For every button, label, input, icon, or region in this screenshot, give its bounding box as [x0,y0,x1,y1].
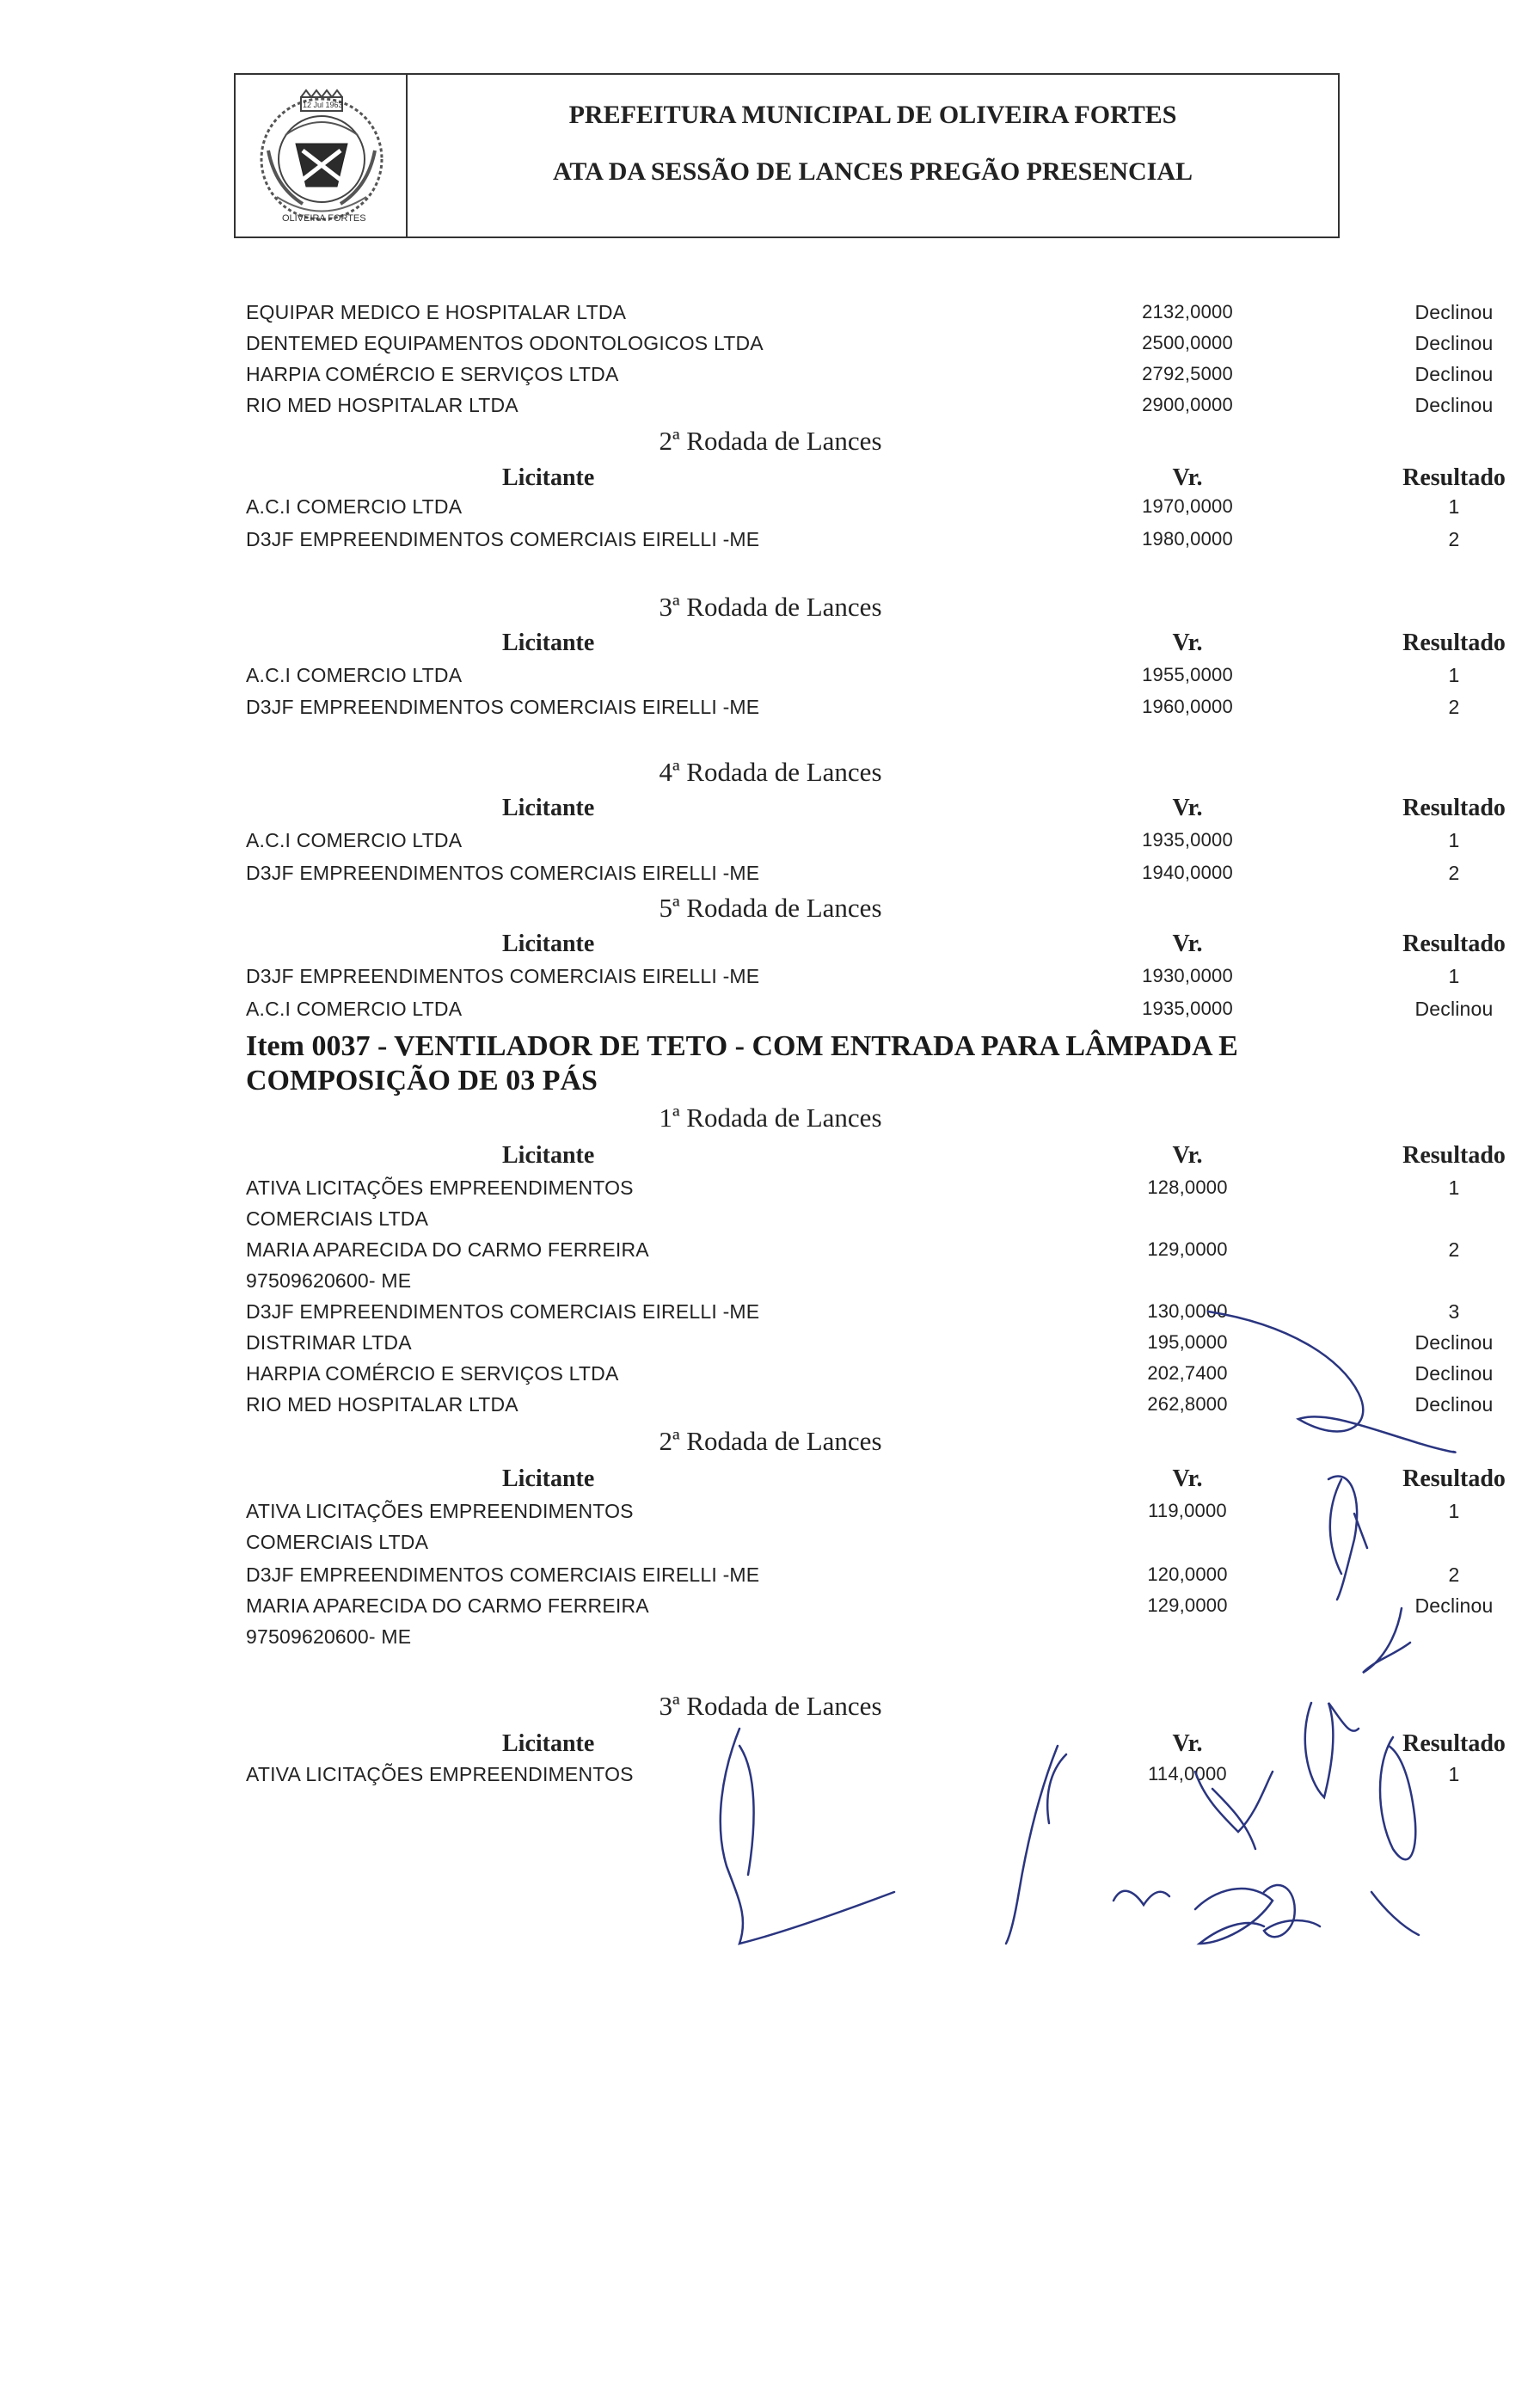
bid-result: 1 [1448,965,1460,987]
bid-value: 1980,0000 [1142,528,1233,550]
bid-result: 1 [1448,1500,1460,1522]
col-resultado: Resultado [1402,464,1506,491]
col-licitante: Licitante [502,1465,595,1492]
bidder-name-cont: COMERCIAIS LTDA [246,1531,429,1553]
col-resultado: Resultado [1402,931,1506,957]
round-title: 3ª Rodada de Lances [659,592,882,622]
round-title: 1ª Rodada de Lances [659,1103,882,1133]
bidder-name: D3JF EMPREENDIMENTOS COMERCIAIS EIRELLI -ME [246,862,760,884]
bid-result: Declinou [1414,1594,1494,1617]
bidder-name: D3JF EMPREENDIMENTOS COMERCIAIS EIRELLI -ME [246,965,760,987]
rubric-5 [1006,1746,1066,1944]
col-valor: Vr. [1172,464,1203,491]
bid-value: 1930,0000 [1142,965,1233,986]
rubric-11 [1264,1885,1320,1937]
bid-result: Declinou [1414,301,1494,323]
bidder-name: D3JF EMPREENDIMENTOS COMERCIAIS EIRELLI -ME [246,1563,760,1586]
bid-result: 1 [1448,829,1460,851]
round-title: 5ª Rodada de Lances [659,893,882,923]
rubric-12 [1371,1892,1419,1935]
rubric-2 [1328,1476,1367,1600]
rubric-4 [721,1729,894,1944]
rubric-6 [1195,1772,1273,1849]
round-title: 4ª Rodada de Lances [659,757,882,787]
bid-result: 2 [1448,862,1460,884]
bidder-name: MARIA APARECIDA DO CARMO FERREIRA [246,1594,649,1617]
bid-result: 2 [1448,528,1460,550]
bidder-name: DISTRIMAR LTDA [246,1331,412,1354]
bid-value: 1935,0000 [1142,829,1233,851]
bid-result: Declinou [1414,332,1494,354]
bidder-name: A.C.I COMERCIO LTDA [246,495,463,518]
item-title-line1: Item 0037 - VENTILADOR DE TETO - COM ENTRADA PARA LÂMPADA E [246,1030,1238,1062]
bidder-name: HARPIA COMÉRCIO E SERVIÇOS LTDA [246,363,619,385]
bidder-name: D3JF EMPREENDIMENTOS COMERCIAIS EIRELLI -ME [246,1300,760,1323]
document-title: ATA DA SESSÃO DE LANCES PREGÃO PRESENCIAL [552,157,1193,186]
municipality-title: PREFEITURA MUNICIPAL DE OLIVEIRA FORTES [568,101,1177,129]
bid-value: 114,0000 [1148,1763,1227,1784]
bid-value: 195,0000 [1147,1331,1228,1353]
bid-result: 2 [1448,1563,1460,1586]
rubric-7 [1305,1703,1359,1797]
bid-result: 1 [1448,495,1460,518]
bidder-name: A.C.I COMERCIO LTDA [246,829,463,851]
bidder-name: ATIVA LICITAÇÕES EMPREENDIMENTOS [246,1176,634,1199]
col-licitante: Licitante [502,630,595,656]
bid-value: 1935,0000 [1142,998,1233,1019]
bid-result: 3 [1448,1300,1460,1323]
col-licitante: Licitante [502,795,595,821]
col-valor: Vr. [1172,1142,1203,1169]
bid-value: 1960,0000 [1142,696,1233,717]
bid-value: 202,7400 [1147,1362,1228,1384]
bid-result: Declinou [1414,1393,1494,1416]
bid-result: 1 [1448,1763,1460,1785]
bid-value: 1970,0000 [1142,495,1233,517]
bid-result: Declinou [1414,1331,1494,1354]
bidder-name-cont: 97509620600- ME [246,1625,412,1648]
bid-value: 129,0000 [1147,1238,1228,1260]
bidder-name-cont: 97509620600- ME [246,1269,412,1292]
bidder-name: RIO MED HOSPITALAR LTDA [246,394,518,416]
col-licitante: Licitante [502,464,595,491]
bidder-name: A.C.I COMERCIO LTDA [246,998,463,1020]
bid-value: 130,0000 [1147,1300,1228,1322]
col-valor: Vr. [1172,931,1203,957]
rubric-8 [1380,1737,1415,1859]
bidder-name: MARIA APARECIDA DO CARMO FERREIRA [246,1238,649,1261]
bidder-name: HARPIA COMÉRCIO E SERVIÇOS LTDA [246,1362,619,1385]
bid-result: 1 [1448,664,1460,686]
bid-value: 129,0000 [1147,1594,1228,1616]
bidder-name: EQUIPAR MEDICO E HOSPITALAR LTDA [246,301,627,323]
bid-result: Declinou [1414,1362,1494,1385]
bidder-name: RIO MED HOSPITALAR LTDA [246,1393,518,1416]
round-title: 2ª Rodada de Lances [659,1426,882,1456]
seal-name: OLIVEIRA FORTES [282,213,366,224]
bid-value: 1955,0000 [1142,664,1233,685]
bid-value: 128,0000 [1147,1176,1228,1198]
bidder-name: ATIVA LICITAÇÕES EMPREENDIMENTOS [246,1500,634,1522]
bid-value: 120,0000 [1147,1563,1228,1585]
col-resultado: Resultado [1402,795,1506,821]
bid-result: 2 [1448,1238,1460,1261]
round-title: 2ª Rodada de Lances [659,426,882,456]
bid-value: 2900,0000 [1142,394,1233,415]
bid-result: Declinou [1414,363,1494,385]
rubric-9 [1114,1891,1169,1905]
bid-value: 2500,0000 [1142,332,1233,353]
bidder-name: D3JF EMPREENDIMENTOS COMERCIAIS EIRELLI -ME [246,696,760,718]
bid-value: 2132,0000 [1142,301,1233,322]
col-resultado: Resultado [1402,1465,1506,1492]
col-resultado: Resultado [1402,1730,1506,1757]
bid-value: 262,8000 [1147,1393,1228,1415]
col-valor: Vr. [1172,630,1203,656]
col-resultado: Resultado [1402,1142,1506,1169]
round-title: 3ª Rodada de Lances [659,1691,882,1721]
col-valor: Vr. [1172,1730,1203,1757]
bid-value: 2792,5000 [1142,363,1233,384]
rubric-3 [1363,1608,1410,1673]
rubric-10 [1195,1889,1273,1944]
col-valor: Vr. [1172,795,1203,821]
bidder-name-cont: COMERCIAIS LTDA [246,1207,429,1230]
col-licitante: Licitante [502,1142,595,1169]
item-title-line2: COMPOSIÇÃO DE 03 PÁS [246,1065,598,1096]
col-resultado: Resultado [1402,630,1506,656]
seal-date: 12 Jul 1963 [303,101,343,109]
bid-result: 1 [1448,1176,1460,1199]
bidder-name: D3JF EMPREENDIMENTOS COMERCIAIS EIRELLI -ME [246,528,760,550]
bid-value: 119,0000 [1148,1500,1227,1521]
bidder-name: DENTEMED EQUIPAMENTOS ODONTOLOGICOS LTDA [246,332,764,354]
bid-result: Declinou [1414,394,1494,416]
bid-result: Declinou [1414,998,1494,1020]
rubric-1 [1208,1312,1456,1453]
col-licitante: Licitante [502,1730,595,1757]
bidder-name: A.C.I COMERCIO LTDA [246,664,463,686]
bidder-name: ATIVA LICITAÇÕES EMPREENDIMENTOS [246,1763,634,1785]
col-valor: Vr. [1172,1465,1203,1492]
bid-result: 2 [1448,696,1460,718]
bid-value: 1940,0000 [1142,862,1233,883]
col-licitante: Licitante [502,931,595,957]
